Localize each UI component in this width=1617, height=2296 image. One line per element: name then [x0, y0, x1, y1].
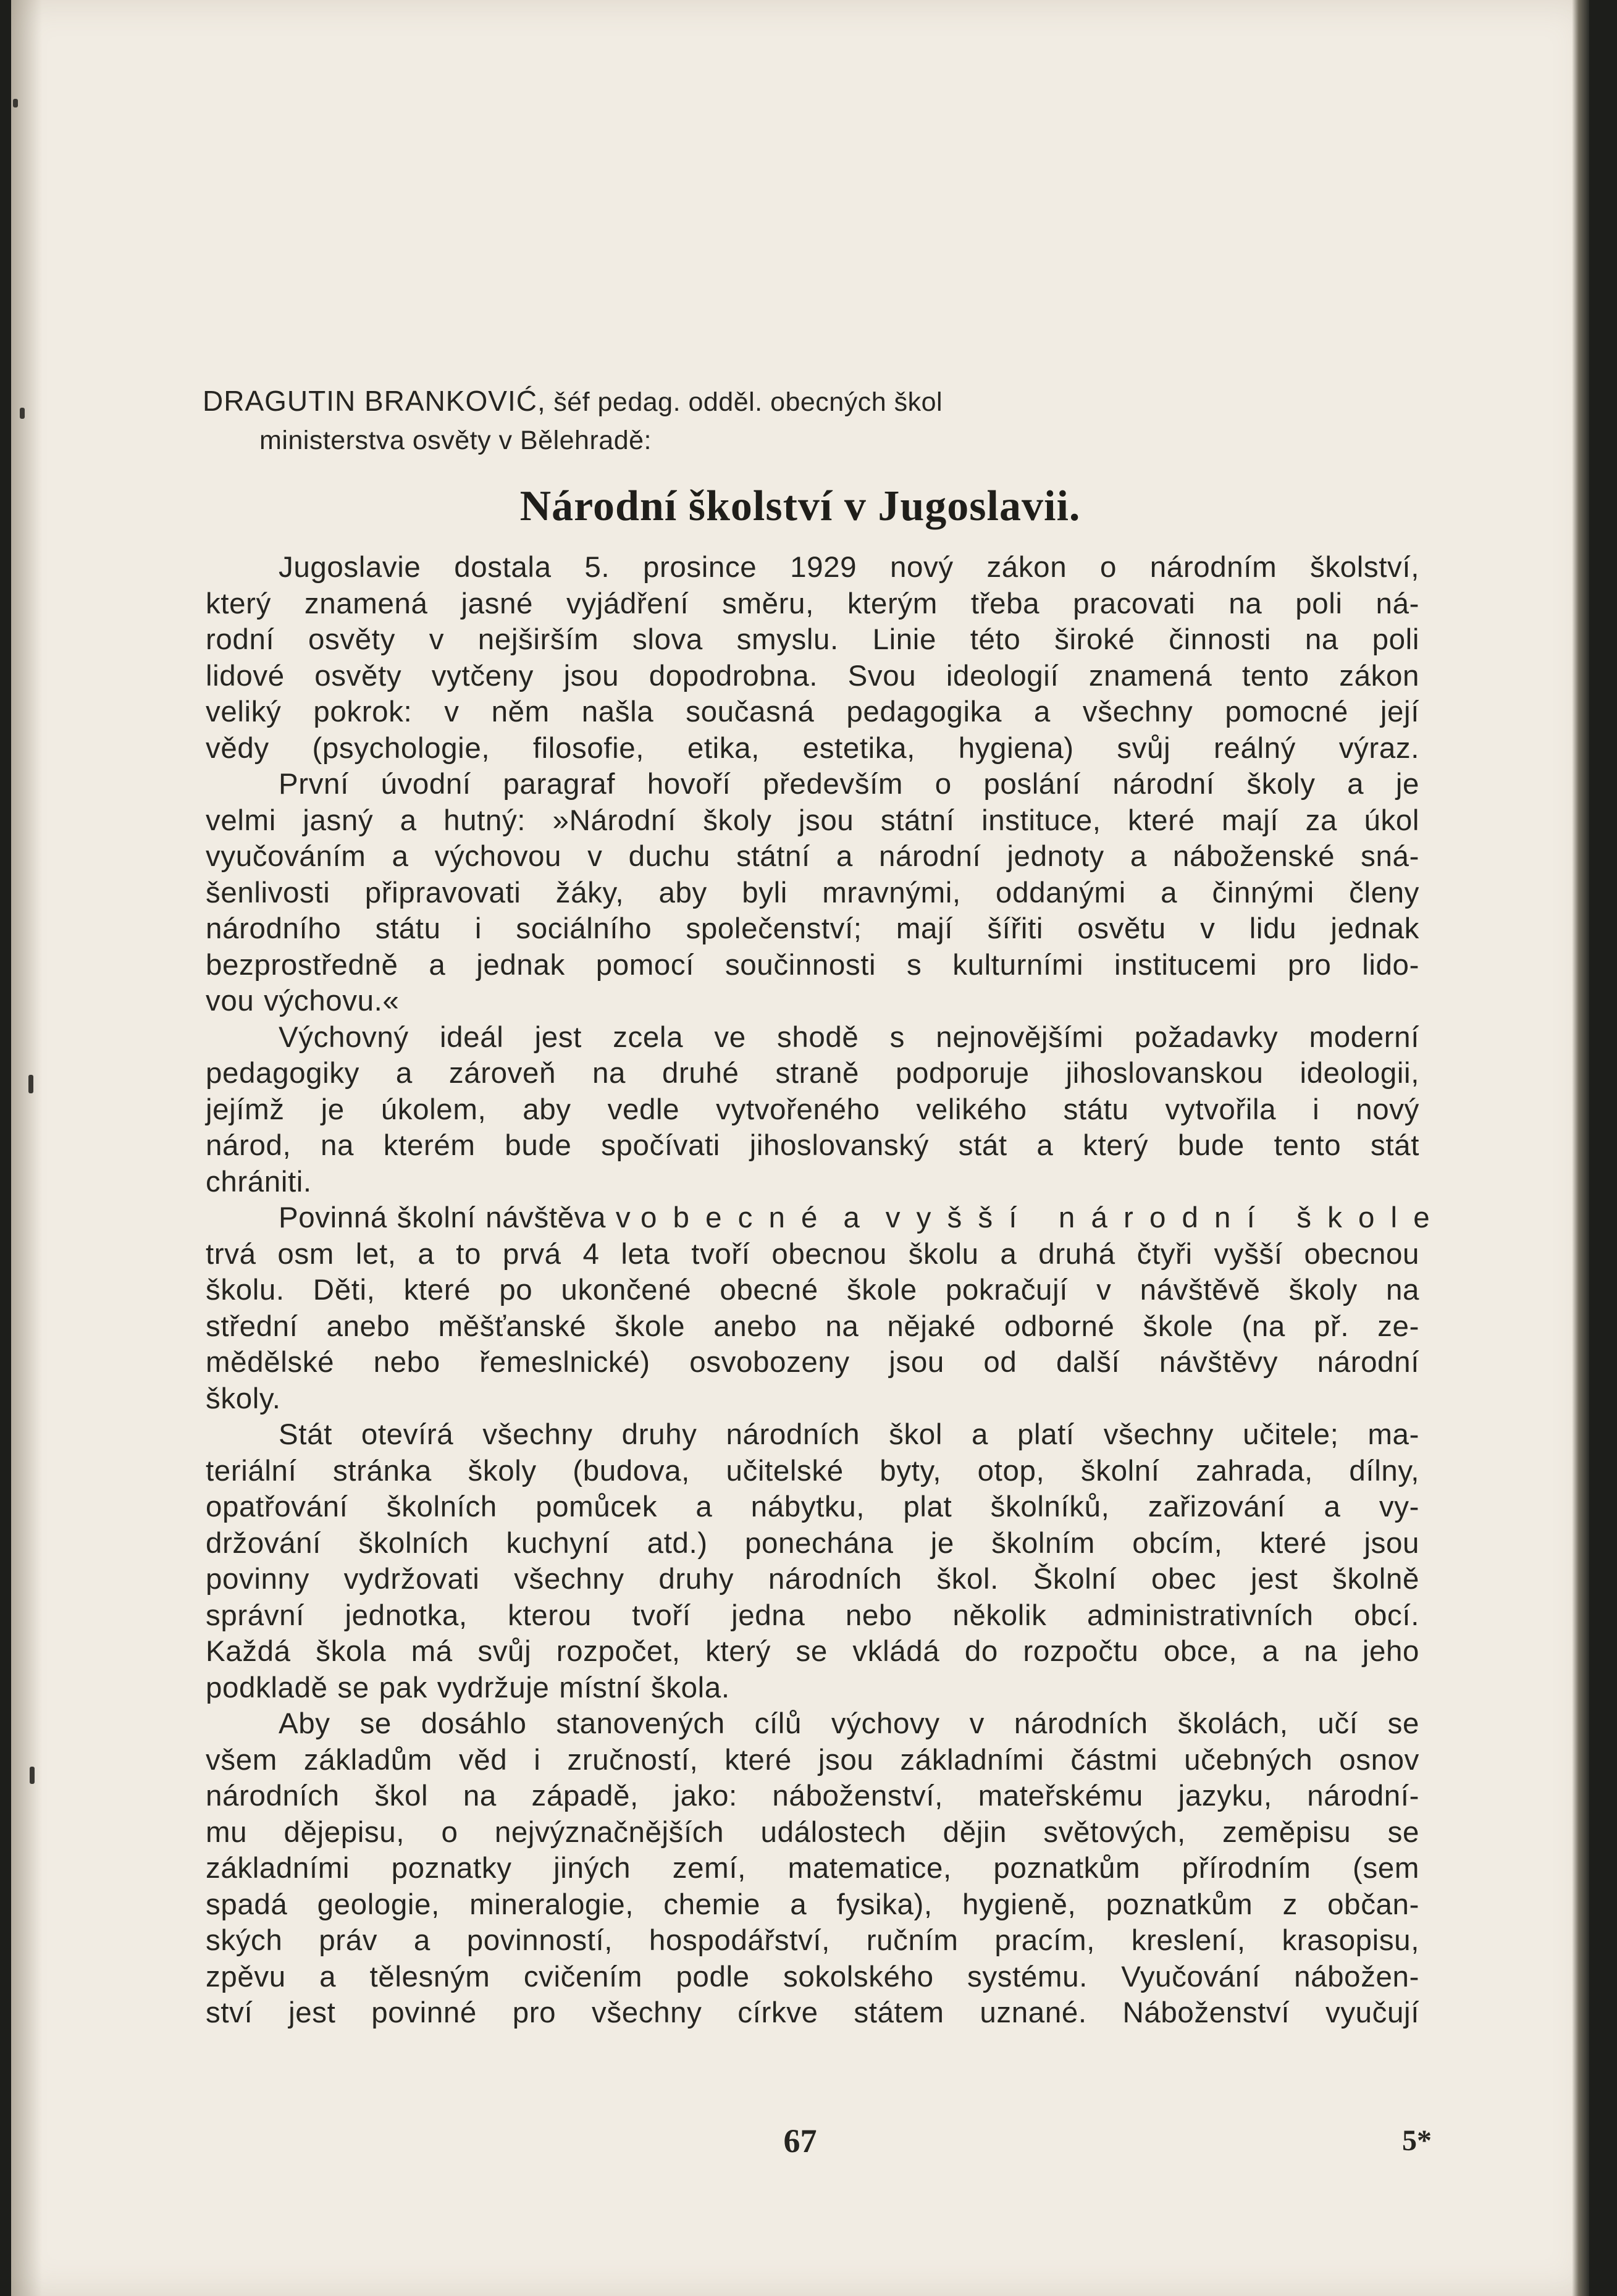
page-edge	[1572, 0, 1589, 2296]
text-line: Stát otevírá všechny druhy národních škol a platí všechny učitele; ma-	[279, 1418, 1419, 1451]
text-line: národních škol na západě, jako: náboženství, mateřskému jazyku, národní-	[206, 1780, 1419, 1812]
text-line: všem základům věd i zručností, které jsou základními částmi učebných osnov	[206, 1743, 1419, 1777]
spaced-text: a	[843, 1201, 876, 1234]
author-block	[203, 382, 1253, 460]
text-segment: Povinná školní návštěva v	[279, 1201, 631, 1234]
gutter-shadow	[11, 0, 42, 2296]
author-name: DRAGUTIN BRANKOVIĆ,	[203, 385, 546, 417]
text-line: chrániti.	[206, 1165, 312, 1198]
text-line: základními poznatky jiných zemí, matematice, poznatkům přírodním (sem	[206, 1852, 1419, 1885]
text-line: veliký pokrok: v něm našla současná pedagogika a všechny pomocné její	[206, 696, 1419, 728]
text-line: ských práv a povinností, hospodářství, ručním pracím, kreslení, krasopisu,	[206, 1924, 1419, 1957]
binding-mark	[13, 99, 18, 107]
text-line: pedagogiky a zároveň na druhé straně podporuje jihoslovanskou ideologii,	[206, 1057, 1419, 1090]
text-line: podkladě se pak vydržuje místní škola.	[206, 1671, 730, 1704]
article-title: Národní školství v Jugoslavii.	[519, 482, 1081, 530]
text-line: zpěvu a tělesným cvičením podle sokolského systému. Vyučování nábožen-	[206, 1960, 1419, 1993]
text-line: spadá geologie, mineralogie, chemie a fysika), hygieně, poznatkům z občan-	[206, 1888, 1419, 1921]
text-line: mu dějepisu, o nejvýznačnějších událostech dějin světových, zeměpisu se	[206, 1815, 1419, 1849]
text-line: mědělské nebo řemeslnické) osvobozeny jsou od další návštěvy národní	[206, 1346, 1419, 1379]
text-line: který znamená jasné vyjádření směru, kterým třeba pracovati na poli ná-	[206, 587, 1419, 620]
document-page	[11, 0, 1589, 2296]
text-line: jejímž je úkolem, aby vedle vytvořeného velikého státu vytvořila i nový	[206, 1093, 1419, 1126]
author-role: šéf pedag. odděl. obecných škol	[553, 387, 943, 417]
text-line: velmi jasný a hutný: »Národní školy jsou státní instituce, které mají za úkol	[206, 804, 1419, 837]
spaced-text: vyšší národní škole	[885, 1201, 1446, 1234]
author-affiliation: ministerstva osvěty v Bělehradě:	[259, 426, 652, 455]
author-line-1	[203, 382, 1253, 421]
text-line: opatřování školních pomůcek a nábytku, plat školníků, zařizování a vy-	[206, 1491, 1419, 1523]
binding-mark	[20, 408, 25, 419]
binding-mark	[30, 1767, 35, 1784]
text-line: národního státu i sociálního společenství; mají šířiti osvětu v lidu jednak	[206, 912, 1419, 945]
binding-mark	[28, 1075, 33, 1093]
text-line: střední anebo měšťanské škole anebo na nějaké odborné škole (na př. ze-	[206, 1310, 1419, 1343]
text-line: Aby se dosáhlo stanovených cílů výchovy v národních školách, učí se	[279, 1707, 1419, 1740]
text-line: školy.	[206, 1382, 281, 1415]
text-line: lidové osvěty vytčeny jsou dopodrobna. Svou ideologií znamená tento zákon	[206, 659, 1419, 692]
text-line: správní jednotka, kterou tvoří jedna nebo několik administrativních obcí.	[206, 1599, 1419, 1632]
text-line: trvá osm let, a to prvá 4 leta tvoří obecnou školu a druhá čtyři vyšší obecnou	[206, 1237, 1419, 1271]
text-line: vyučováním a výchovou v duchu státní a národní jednoty a náboženské sná-	[206, 840, 1419, 873]
spaced-text: obecné	[640, 1201, 834, 1234]
text-line: Každá škola má svůj rozpočet, který se vkládá do rozpočtu obce, a na jeho	[206, 1635, 1419, 1668]
text-line: vou výchovu.«	[206, 985, 400, 1017]
text-line: Výchovný ideál jest zcela ve shodě s nejnovějšími požadavky moderní	[279, 1020, 1419, 1054]
text-line: povinny vydržovati všechny druhy národních škol. Školní obec jest školně	[206, 1563, 1419, 1596]
text-line	[206, 1200, 1446, 1237]
text-line: teriální stránka školy (budova, učitelské byty, otop, školní zahrada, dílny,	[206, 1454, 1419, 1487]
page-number: 67	[783, 2122, 817, 2159]
text-line: vědy (psychologie, filosofie, etika, estetika, hygiena) svůj reálný výraz.	[206, 731, 1419, 765]
text-line: školu. Děti, které po ukončené obecné škole pokračují v návštěvě školy na	[206, 1274, 1419, 1306]
text-line: bezprostředně a jednak pomocí součinnosti s kulturními institucemi pro lido-	[206, 948, 1419, 982]
article-body	[206, 550, 1446, 2032]
text-line: národ, na kterém bude spočívati jihoslovanský stát a který bude tento stát	[206, 1129, 1419, 1162]
text-line: Jugoslavie dostala 5. prosince 1929 nový zákon o národním školství,	[279, 551, 1419, 584]
text-line: rodní osvěty v nejširším slova smyslu. Linie této široké činnosti na poli	[206, 623, 1419, 656]
text-line: šenlivosti připravovati žáky, aby byli mravnými, oddanými a činnými členy	[206, 876, 1419, 909]
text-line: držování školních kuchyní atd.) ponechána je školním obcím, které jsou	[206, 1526, 1419, 1560]
text-line: ství jest povinné pro všechny církve státem uznané. Náboženství vyučují	[206, 1996, 1419, 2029]
text-line: První úvodní paragraf hovoří především o poslání národní školy a je	[279, 768, 1419, 801]
signature-mark: 5*	[1402, 2124, 1432, 2157]
